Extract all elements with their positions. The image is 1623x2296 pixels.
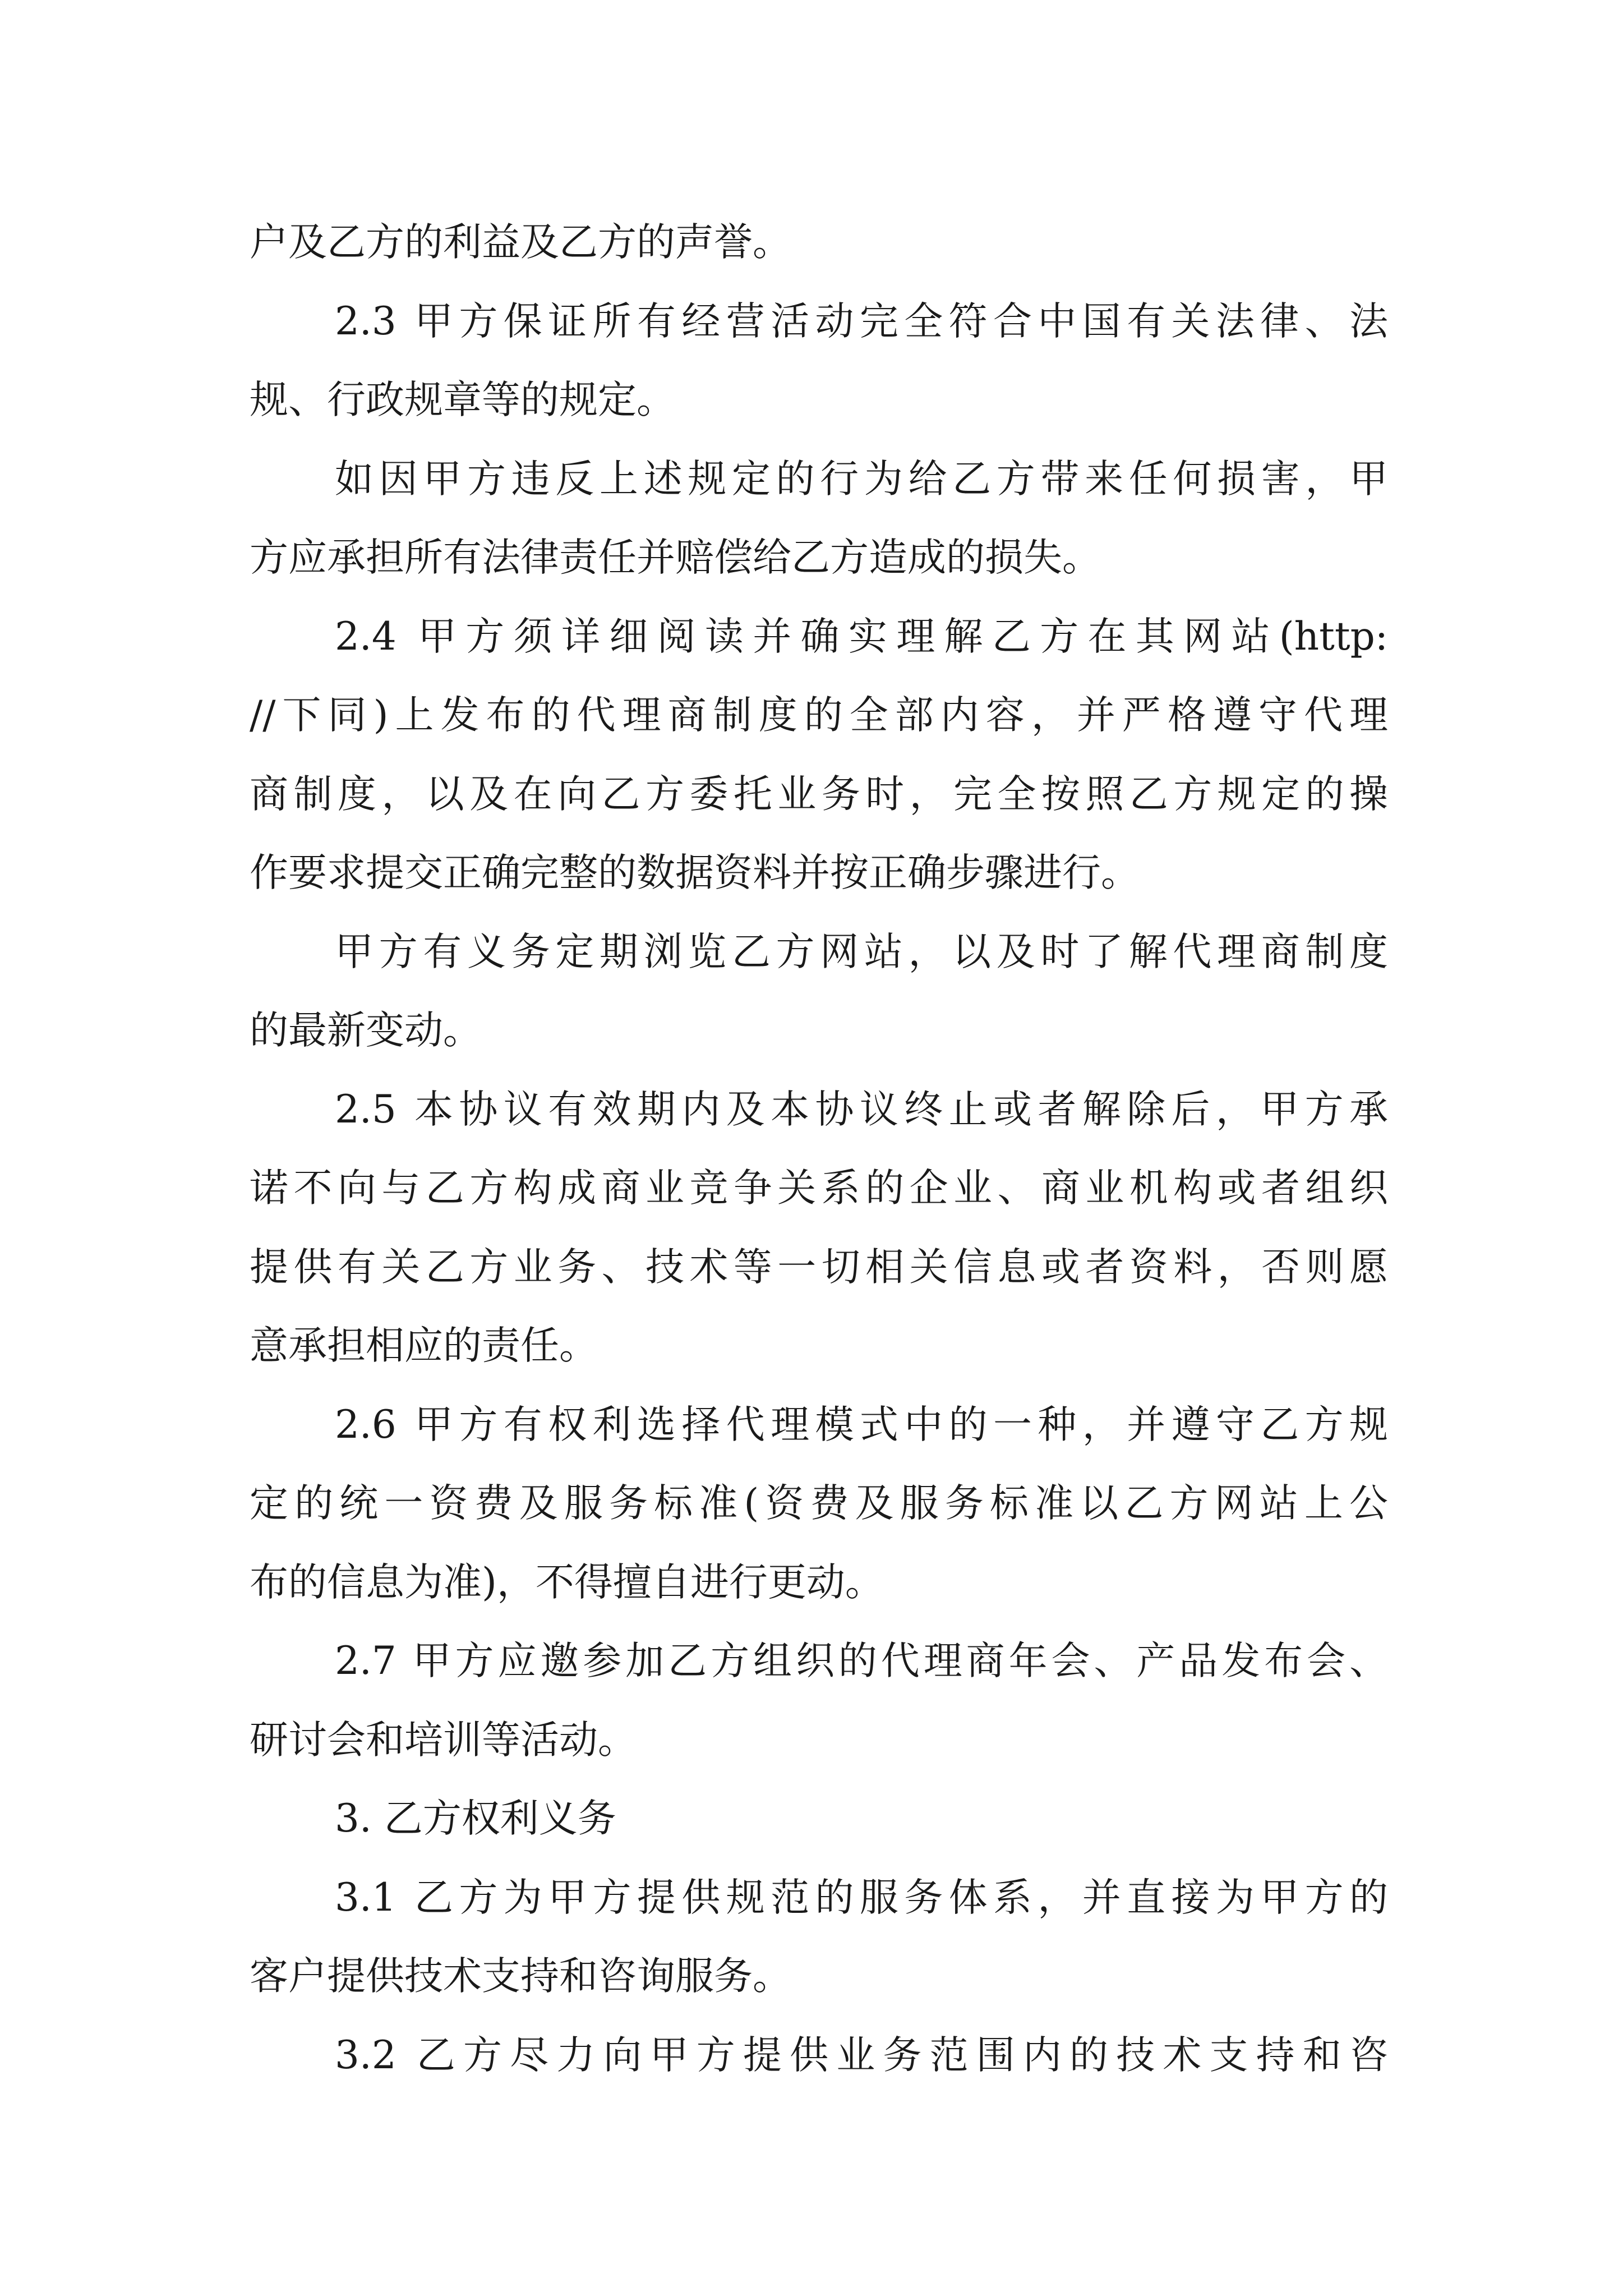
text-line: 3.1 乙方为甲方提供规范的服务体系，并直接为甲方的 [335,1875,1388,1920]
text-line: 2.4 甲方须详细阅读并确实理解乙方在其网站(http: [335,614,1388,659]
text-line: 商制度，以及在向乙方委托业务时，完全按照乙方规定的操 [250,771,1388,817]
document-body [250,203,1388,2095]
text-line: 方应承担所有法律责任并赔偿给乙方造成的损失。 [250,535,1101,580]
text-line: 定的统一资费及服务标准(资费及服务标准以乙方网站上公 [250,1481,1388,1526]
text-line: 2.7 甲方应邀参加乙方组织的代理商年会、产品发布会、 [335,1639,1388,1683]
text-line: 诺不向与乙方构成商业竞争关系的企业、商业机构或者组织 [250,1166,1388,1211]
section-heading: 3. 乙方权利义务 [335,1796,616,1841]
text-line: 如因甲方违反上述规定的行为给乙方带来任何损害，甲 [335,456,1388,501]
text-line: 布的信息为准)，不得擅自进行更动。 [250,1559,884,1605]
text-line: 的最新变动。 [250,1008,482,1053]
text-line: 提供有关乙方业务、技术等一切相关信息或者资料，否则愿 [250,1244,1388,1290]
text-line: 2.3 甲方保证所有经营活动完全符合中国有关法律、法 [335,298,1388,344]
text-line: 3.2 乙方尽力向甲方提供业务范围内的技术支持和咨 [335,2032,1388,2078]
text-line: 作要求提交正确完整的数据资料并按正确步骤进行。 [250,850,1140,895]
text-line: 研讨会和培训等活动。 [250,1717,637,1763]
text-line: //下同)上发布的代理商制度的全部内容，并严格遵守代理 [250,693,1388,738]
text-line: 2.6 甲方有权利选择代理模式中的一种，并遵守乙方规 [335,1402,1388,1447]
text-line: 意承担相应的责任。 [250,1323,598,1368]
text-line: 甲方有义务定期浏览乙方网站，以及时了解代理商制度 [335,929,1388,974]
text-line: 2.5 本协议有效期内及本协议终止或者解除后，甲方承 [335,1087,1388,1132]
text-line: 规、行政规章等的规定。 [250,378,675,422]
text-line: 户及乙方的利益及乙方的声誉。 [250,220,791,265]
text-line: 客户提供技术支持和咨询服务。 [250,1954,791,1999]
